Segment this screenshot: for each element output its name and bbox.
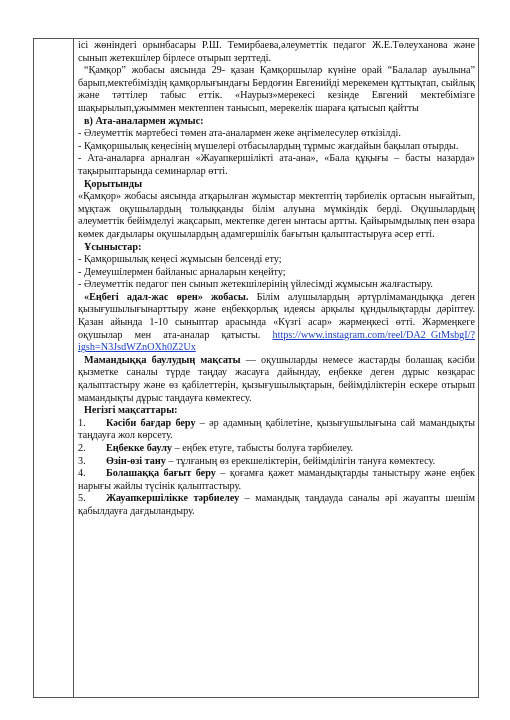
goal-number: 2. (78, 443, 86, 454)
goal-title: Кәсіби бағдар беру (106, 417, 196, 429)
goal-title: Еңбекке баулу (106, 443, 173, 454)
goal-text: – мамандық таңдауда саналы әрі жауапты шешім қабылдауға дағдыландыру. (78, 493, 475, 517)
heading-suggestions-text: Ұсыныстар: (84, 241, 142, 253)
heading-parents-text: в) Ата-аналармен жұмыс: (84, 115, 204, 127)
goal-title: Жауапкершілікке тәрбиелеу (106, 493, 240, 505)
heading-suggestions (78, 242, 475, 255)
goal-item-1 (78, 418, 475, 443)
goal-number: 1. (78, 417, 86, 429)
table-content-cell (78, 40, 475, 519)
goal-text: – әр адамның қабілетіне, қызығушылығына сай мамандықты таңдауға жол көрсету. (78, 417, 476, 442)
goal-text: – қоғамға қажет мамандықтарды таныстыру және еңбек нарығы жайлы түсінік қалыптастыру. (78, 468, 475, 492)
enbegi-text: Білім алушылардың әртүрлімамандыққа деген қызығушылығынарттыру және еңбекқорлық идеясы арқылы құндылықтарды дәріптеу. Қазан айында 1-10 сыныптар арасында «Күзгі асар» жәрмеңкесі өтті. Жәрмеңкеге оқушылар мен ата-аналар қатысты. (78, 291, 476, 341)
goal-item-3 (78, 456, 475, 469)
parents-item-3: - Ата-аналарға арналған «Жауапкершілікті ата-ана», «Бала құқығы – басты назарда» тақырыптарында семинарлар өтті. (78, 153, 475, 177)
goal-item-2 (78, 443, 475, 456)
goal-number: 3. (78, 455, 86, 467)
goal-item-5 (78, 493, 475, 518)
goal-title: Өзін-өзі тану (106, 455, 166, 467)
heading-conclusion (78, 179, 475, 192)
goal-title: Болашаққа бағыт беру (106, 468, 216, 480)
paragraph-intro: ісі жөніндегі орынбасары Р.Ш. Темирбаева,әлеуметтік педагог Ж.Е.Төлеуханова және сынып жетекшілер бірлесе отырып зерттеді. (78, 40, 475, 64)
suggestion-item-1: - Қамқоршылық кеңесі жұмысын белсенді ету; (78, 254, 282, 266)
goal-item-4 (78, 468, 475, 493)
heading-main-goals-text: Негізгі мақсаттары: (84, 405, 178, 417)
heading-conclusion-text: Қорытынды (84, 178, 143, 190)
paragraph-enbegi (78, 292, 475, 355)
instagram-link[interactable]: https://www.instagram.com/reel/DA2_GtMsbgI/?igsh=N3JsdWZnOXh0Z2Ux (78, 329, 476, 354)
goal-number: 5. (78, 493, 86, 505)
heading-parents (78, 116, 475, 129)
enbegi-title: «Еңбегі адал-жас өрен» жобасы. (84, 291, 249, 303)
goal-number: 4. (78, 468, 86, 480)
career-goal-title: Мамандыққа баулудың мақсаты (84, 354, 241, 366)
paragraph-conclusion: «Қамқор» жобасы аясында атқарылған жұмыстар мектептің тәрбиелік ортасын нығайтып, мұқтаж оқушылардың толыққанды білім алуына мүмкіндік берді. Оқушылардың әлеуметтік бейімделуі жақсарып, мектепке деген ынтасы артты. Қайырымдылық пен өзара көмек дағдылары оқушылардың адамгершілік бағытын қалыптастыруға әсер етті. (78, 191, 475, 240)
paragraph-kamkor: “Қамқор” жобасы аясында 29- қазан Қамқоршылар күніне орай “Балалар ауылына” барып,мектебіміздің қамқорлығындағы Бердоғин Евгенийді мерекемен құттықтап, сыйлық және тәттілер табыс еттік. «Наурыз»мерекесі кезінде Евгений мектебімізге шақырылып,ұжыммен мектеппен танысып, мерекелік шараға қатысып қайтты (78, 65, 475, 114)
suggestion-item-3: - Әлеуметтік педагог пен сынып жетекшілерінің үйлесімді жұмысын жалғастыру. (78, 279, 433, 291)
goal-text: – еңбек етуге, табысты болуға тәрбиелеу. (172, 443, 354, 454)
parents-item-1: - Әлеуметтік мәртебесі төмен ата-аналармен жеке әңгімелесулер өткізілді. (78, 128, 401, 140)
paragraph-career-goal (78, 355, 475, 405)
table-column-divider (73, 38, 74, 698)
career-goal-text: — оқушыларды немесе жастарды болашақ кәсіби қызметке саналы түрде таңдау жасауға дайындау, еңбекке деген дұрыс көзқарас қалыптастыру және өз қабілеттерін, қызығушылықтарын, бейімділіктерін ескере отырып мамандықты дұрыс таңдауға көмектесу. (78, 354, 475, 404)
suggestion-item-2: - Демеушілермен байланыс арналарын кеңейту; (78, 266, 286, 278)
goal-text: – тұлғаның өз ерекшеліктерін, бейімділігін тануға көмектесу. (165, 455, 436, 467)
parents-item-2: - Қамқоршылық кеңесінің мүшелері отбасылардың тұрмыс жағдайын бақылап отырды. (78, 140, 459, 152)
heading-main-goals (78, 405, 475, 418)
